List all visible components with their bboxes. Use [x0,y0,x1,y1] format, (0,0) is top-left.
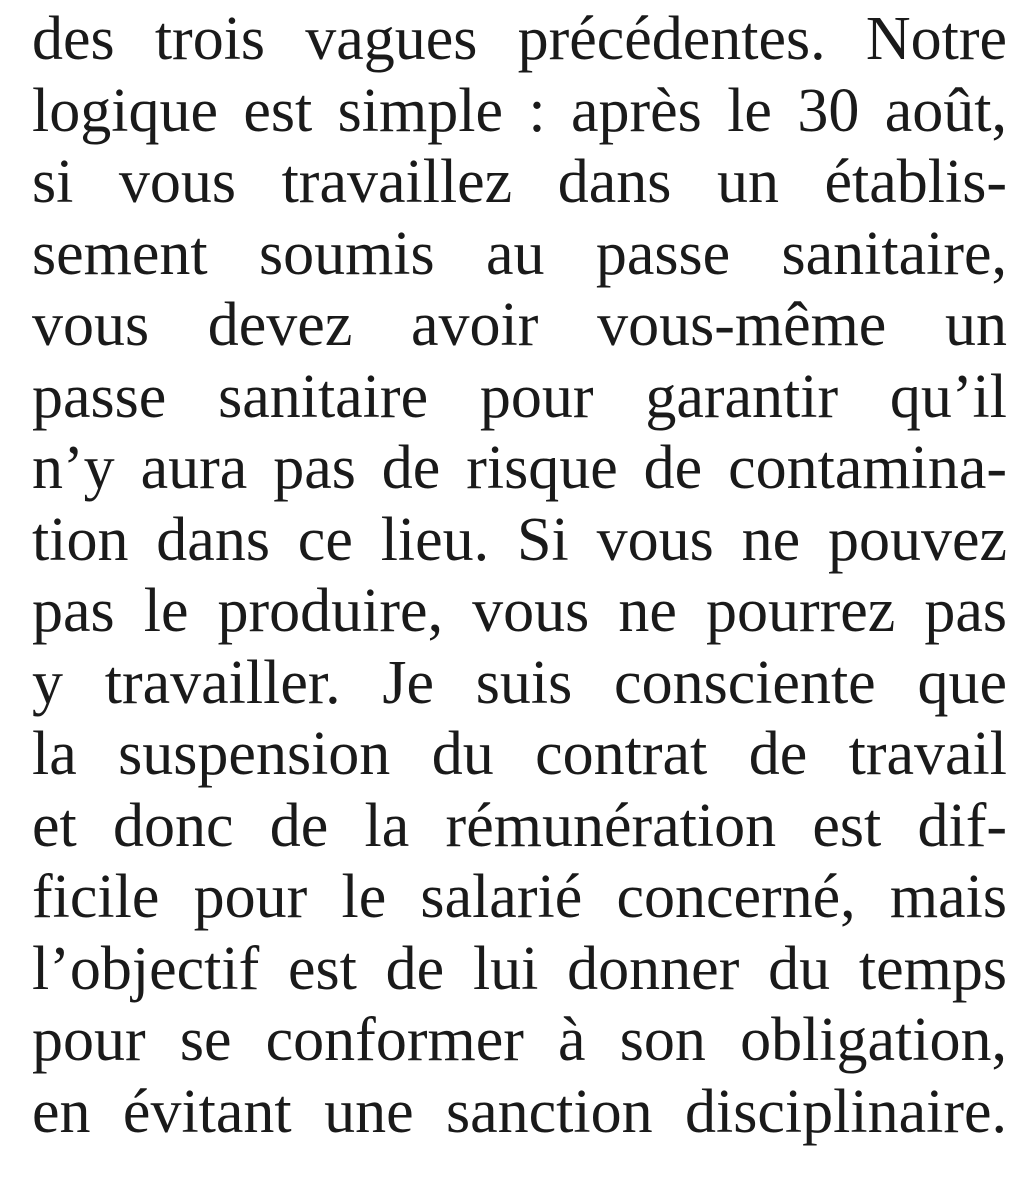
text-line: des trois vagues précédentes. Notre [32,5,1007,73]
article-text-column [32,0,1007,1148]
text-line: et donc de la rémunération est dif- [32,791,1007,860]
text-line: pas le produire, vous ne pourrez pas [32,577,1007,645]
text-line: pour se conformer à son obligation, [32,1006,1007,1074]
text-line: ficile pour le salarié concerné, mais [32,863,1007,931]
text-line: vous devez avoir vous-même un [32,291,1007,359]
text-line: l’objectif est de lui donner du temps [32,934,1007,1003]
text-line: passe sanitaire pour garantir qu’il [32,362,1007,431]
text-line: tion dans ce lieu. Si vous ne pouvez [32,505,1007,574]
text-line: si vous travaillez dans un établis- [32,148,1007,216]
text-line: logique est simple : après le 30 août, [32,76,1007,145]
text-line: sement soumis au passe sanitaire, [32,219,1007,288]
text-line: la suspension du contrat de travail [32,720,1007,788]
text-line: en évitant une sanction disciplinaire. [32,1077,1007,1146]
text-line: y travailler. Je suis consciente que [32,648,1007,717]
text-line: n’y aura pas de risque de contamina- [32,434,1007,502]
